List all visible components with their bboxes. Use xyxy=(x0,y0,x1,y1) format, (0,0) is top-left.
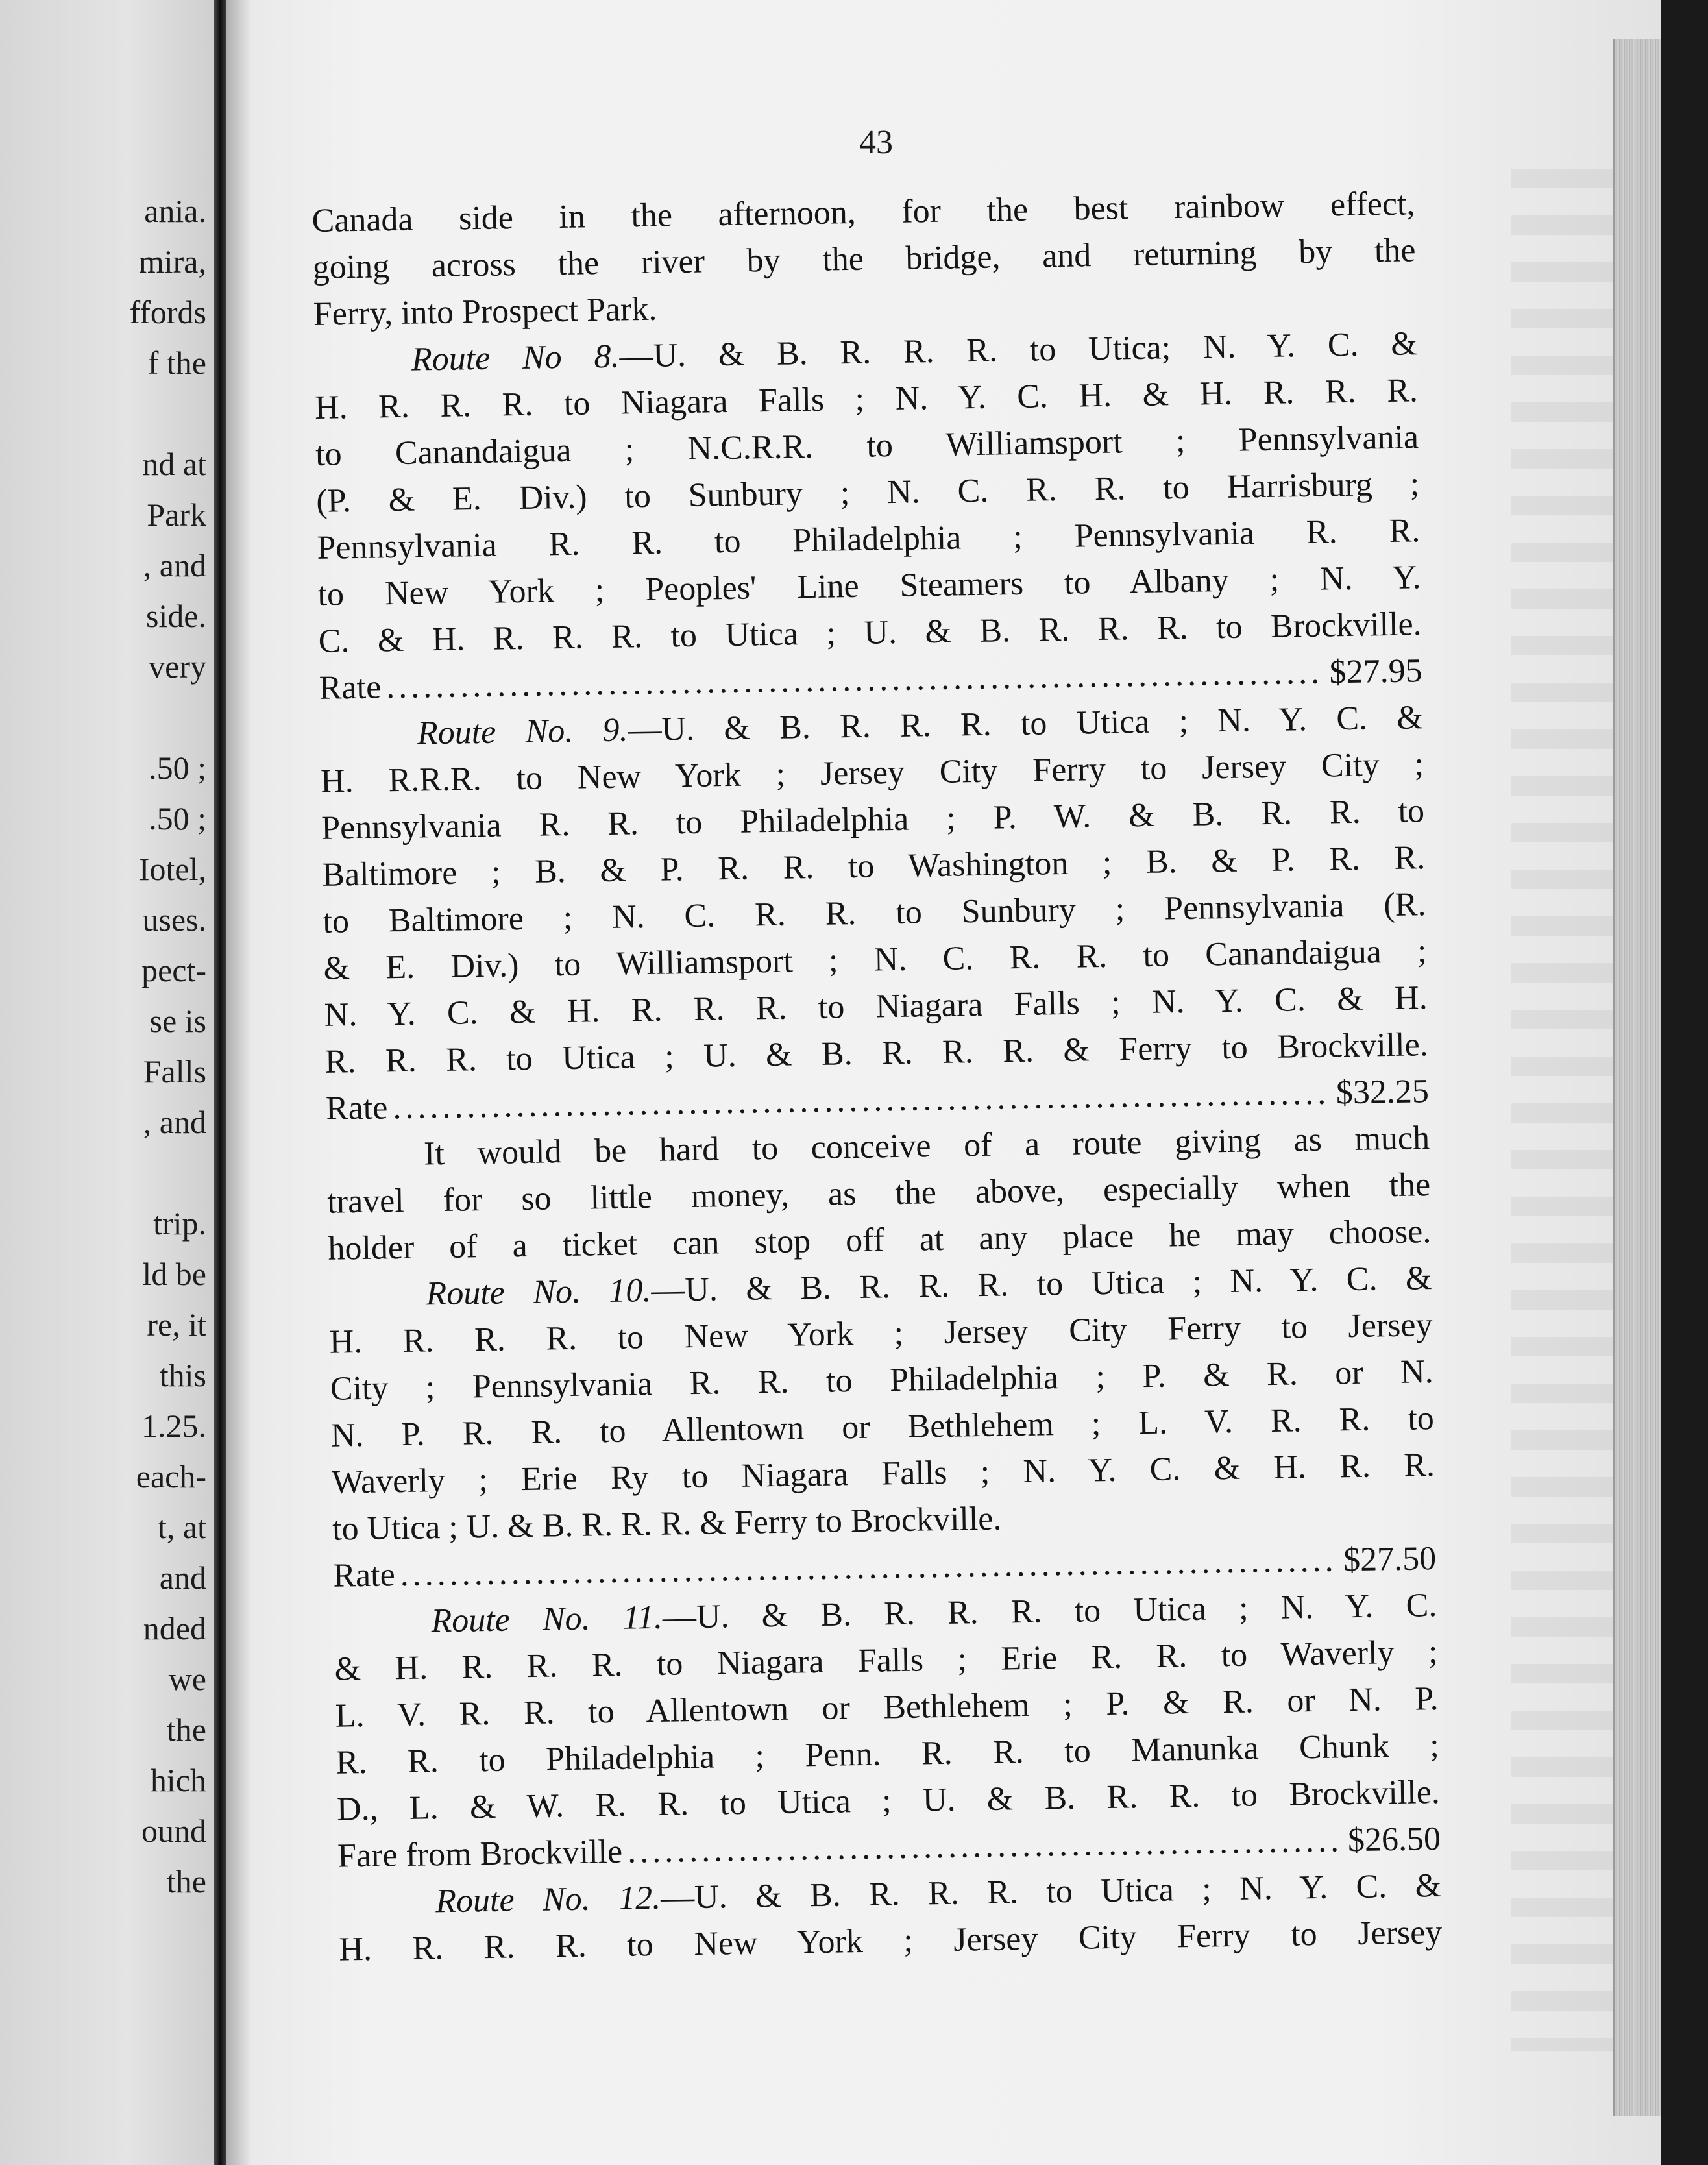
left-page-fragment: , and xyxy=(143,1104,206,1140)
route-8-rate-label: Rate xyxy=(319,668,382,707)
route-8-line-6: to New York ; Peoples' Line Steamers to Albany ; N. Y. xyxy=(317,559,1421,613)
route-9-rate-label: Rate xyxy=(325,1089,388,1127)
page-edges xyxy=(1613,39,1661,2116)
route-9-label: Route No. 9. xyxy=(417,711,628,752)
route-8-text-1: —U. & B. R. R. R. to Utica; N. Y. C. & xyxy=(618,325,1418,375)
left-page-fragment: t, at xyxy=(158,1509,206,1545)
intro-line-2: going across the river by the bridge, and returning by the xyxy=(312,232,1416,286)
left-page-fragment: Park xyxy=(147,496,206,533)
left-page-fragment: Falls xyxy=(143,1053,206,1090)
route-11-fare-value: $26.50 xyxy=(1347,1820,1441,1859)
left-page-fragment: Iotel, xyxy=(138,851,206,887)
left-page-fragment: very xyxy=(149,648,206,685)
route-12-text-1: —U. & B. R. R. R. to Utica ; N. Y. C. & xyxy=(660,1866,1442,1916)
left-page-fragment: uses. xyxy=(142,901,206,938)
route-9-rate-value: $32.25 xyxy=(1336,1073,1430,1112)
route-11-line-3: L. V. R. R. to Allentown or Bethlehem ; P. & R. or N. P. xyxy=(335,1680,1439,1735)
route-9-line-8: R. R. R. to Utica ; U. & B. R. R. R. & Ferry to Brockville. xyxy=(324,1026,1429,1081)
route-10-text-1: —U. & B. R. R. R. to Utica ; N. Y. C. & xyxy=(650,1260,1432,1309)
route-8-label: Route No 8. xyxy=(411,337,620,378)
commentary-line-2: travel for so little money, as the above, especially when the xyxy=(326,1166,1431,1221)
left-page-fragment: f the xyxy=(147,345,206,381)
route-11-line-5: D., L. & W. R. R. to Utica ; U. & B. R. R. to Brockville. xyxy=(336,1773,1441,1828)
left-page-fragment: side. xyxy=(145,598,206,634)
route-8-line-3: to Canandaigua ; N.C.R.R. to Williamsport ; Pennsylvania xyxy=(315,419,1419,473)
route-11-fare-label: Fare from Brockville xyxy=(337,1833,623,1875)
left-page-fragment: re, it xyxy=(147,1306,206,1343)
left-page-fragment: ania. xyxy=(144,193,206,229)
left-page-fragment: .50 ; xyxy=(149,750,206,786)
page-number: 43 xyxy=(859,124,893,161)
left-facing-page xyxy=(0,0,214,2165)
intro-line-3: Ferry, into Prospect Park. xyxy=(313,290,657,333)
route-8-line-2: H. R. R. R. to Niagara Falls ; N. Y. C. H. & H. R. R. R. xyxy=(314,372,1419,426)
left-page-fragment: trip. xyxy=(153,1205,206,1242)
left-page-fragment: hich xyxy=(150,1762,206,1798)
route-10-rate-value: $27.50 xyxy=(1343,1540,1437,1579)
left-page-fragment: nded xyxy=(143,1610,206,1646)
book-gutter xyxy=(214,0,226,2165)
route-10-rate-label: Rate xyxy=(332,1556,396,1595)
left-page-fragment: .50 ; xyxy=(149,800,206,837)
left-page-fragment: ld be xyxy=(142,1256,206,1292)
route-11-line-4: R. R. to Philadelphia ; Penn. R. R. to Manunka Chunk ; xyxy=(336,1727,1440,1781)
route-10-line-2: H. R. R. R. to New York ; Jersey City Ferry to Jersey xyxy=(329,1306,1433,1361)
route-10-line-5: Waverly ; Erie Ry to Niagara Falls ; N. Y. C. & H. R. R. xyxy=(331,1447,1435,1501)
left-page-fragment: pect- xyxy=(141,952,206,988)
commentary-line-1: It would be hard to conceive of a route giving as much xyxy=(423,1119,1430,1173)
route-8-rate-value: $27.95 xyxy=(1329,652,1423,691)
page-body xyxy=(311,180,1443,1973)
route-9-line-6: & E. Div.) to Williamsport ; N. C. R. R. to Canandaigua ; xyxy=(323,933,1427,987)
route-8-line-7: C. & H. R. R. R. to Utica ; U. & B. R. R. R. to Brockville. xyxy=(318,605,1422,660)
route-11-label: Route No. 11. xyxy=(431,1598,663,1640)
left-page-fragment: each- xyxy=(136,1458,206,1495)
left-page-fragment: nd at xyxy=(142,446,206,482)
left-page-fragment: 1.25. xyxy=(141,1408,206,1444)
left-page-fragment: we xyxy=(168,1661,206,1697)
route-9-line-7: N. Y. C. & H. R. R. R. to Niagara Falls ; N. Y. C. & H. xyxy=(324,979,1428,1034)
left-page-fragment: this xyxy=(159,1357,206,1393)
left-page-fragment: se is xyxy=(149,1003,206,1039)
route-9-text-1: —U. & B. R. R. R. to Utica ; N. Y. C. & xyxy=(628,699,1424,749)
route-12-line-2: H. R. R. R. to New York ; Jersey City Ferry to Jersey xyxy=(338,1913,1443,1968)
binding-shadow xyxy=(226,0,252,2165)
route-11-text-1: —U. & B. R. R. R. to Utica ; N. Y. C. xyxy=(662,1587,1437,1636)
left-page-fragment: the xyxy=(166,1711,206,1748)
left-page-fragment: ound xyxy=(141,1813,206,1849)
intro-line-1: Canada side in the afternoon, for the best rainbow effect, xyxy=(311,185,1415,239)
route-10-label: Route No. 10. xyxy=(426,1271,652,1313)
left-page-fragment: ffords xyxy=(129,294,206,330)
route-9-line-5: to Baltimore ; N. C. R. R. to Sunbury ; Pennsylvania (R. xyxy=(323,886,1426,940)
route-9-line-3: Pennsylvania R. R. to Philadelphia ; P. W. & B. R. R. to xyxy=(321,792,1425,847)
route-8-line-5: Pennsylvania R. R. to Philadelphia ; Pennsylvania R. R. xyxy=(317,512,1421,567)
route-9-line-4: Baltimore ; B. & P. R. R. to Washington ; B. & P. R. R. xyxy=(321,839,1426,894)
left-page-fragment: and xyxy=(159,1560,206,1596)
route-11-line-2: & H. R. R. R. to Niagara Falls ; Erie R. R. to Waverly ; xyxy=(334,1633,1438,1688)
route-12-label: Route No. 12. xyxy=(435,1879,661,1920)
left-page-fragment: the xyxy=(166,1863,206,1900)
route-10-line-4: N. P. R. R. to Allentown or Bethlehem ; L. V. R. R. to xyxy=(330,1400,1435,1454)
route-8-line-4: (P. & E. Div.) to Sunbury ; N. C. R. R. to Harrisburg ; xyxy=(315,465,1420,520)
left-page-fragment: mira, xyxy=(138,243,206,280)
left-page-fragment: , and xyxy=(143,547,206,583)
route-10-line-3: City ; Pennsylvania R. R. to Philadelphia ; P. & R. or N. xyxy=(330,1353,1434,1408)
commentary-line-3: holder of a ticket can stop off at any place he may choose. xyxy=(327,1213,1432,1267)
route-10-line-6: to Utica ; U. & B. R. R. R. & Ferry to Brockville. xyxy=(332,1500,1002,1548)
route-9-line-2: H. R.R.R. to New York ; Jersey City Ferry to Jersey City ; xyxy=(320,746,1424,800)
